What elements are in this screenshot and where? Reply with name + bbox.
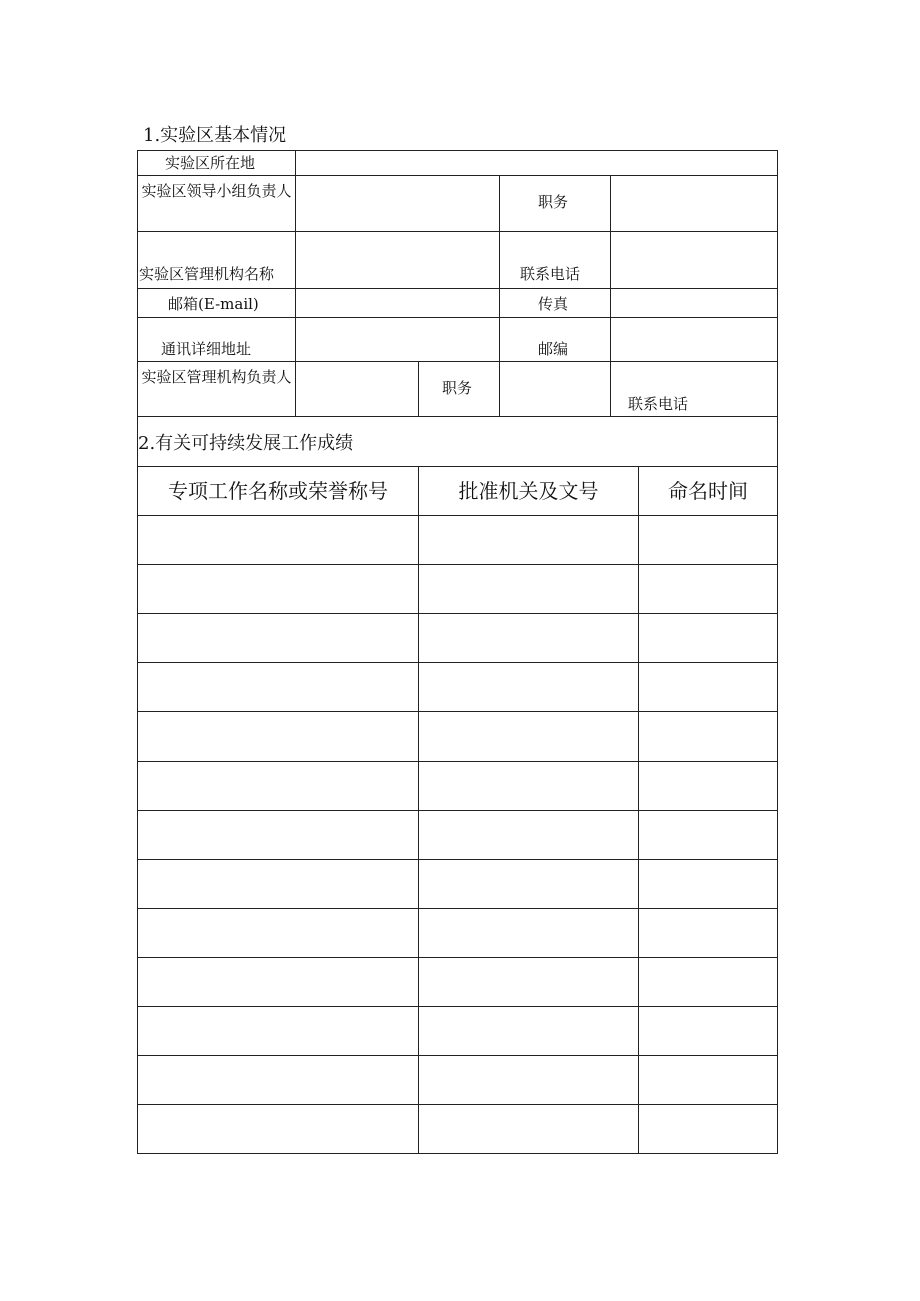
name-cell[interactable]: [138, 958, 418, 1006]
fax-label: 传真: [538, 295, 569, 313]
date-cell[interactable]: [639, 811, 777, 859]
address-field[interactable]: [296, 318, 499, 361]
org-name-field[interactable]: [296, 232, 499, 288]
authority-cell[interactable]: [419, 565, 638, 613]
authority-cell[interactable]: [419, 1056, 638, 1104]
authority-cell[interactable]: [419, 860, 638, 908]
address-label: 通讯详细地址: [161, 340, 252, 358]
date-cell[interactable]: [639, 958, 777, 1006]
postcode-label: 邮编: [538, 340, 569, 358]
authority-cell[interactable]: [419, 1105, 638, 1153]
authority-cell[interactable]: [419, 909, 638, 957]
phone-label-1: 联系电话: [520, 265, 581, 283]
authority-cell[interactable]: [419, 1007, 638, 1055]
location-field[interactable]: [296, 151, 777, 175]
date-cell[interactable]: [639, 712, 777, 761]
authority-cell[interactable]: [419, 762, 638, 810]
name-cell[interactable]: [138, 516, 418, 564]
date-cell[interactable]: [639, 1105, 777, 1153]
manager-field[interactable]: [296, 362, 418, 416]
manager-position-field[interactable]: [500, 362, 610, 416]
leader-position-field[interactable]: [611, 176, 777, 231]
authority-cell[interactable]: [419, 516, 638, 564]
authority-cell[interactable]: [419, 958, 638, 1006]
name-cell[interactable]: [138, 614, 418, 662]
name-cell[interactable]: [138, 565, 418, 613]
date-cell[interactable]: [639, 762, 777, 810]
name-cell[interactable]: [138, 1105, 418, 1153]
date-cell[interactable]: [639, 860, 777, 908]
leader-label: 实验区领导小组负责人: [141, 182, 292, 200]
date-cell[interactable]: [639, 1007, 777, 1055]
name-cell[interactable]: [138, 860, 418, 908]
authority-cell[interactable]: [419, 614, 638, 662]
name-cell[interactable]: [138, 712, 418, 761]
authority-cell[interactable]: [419, 811, 638, 859]
org-name-label: 实验区管理机构名称: [139, 265, 275, 283]
manager-label: 实验区管理机构负责人: [141, 368, 292, 386]
column-header-authority: 批准机关及文号: [458, 479, 599, 503]
name-cell[interactable]: [138, 1007, 418, 1055]
location-label: 实验区所在地: [165, 154, 256, 172]
email-field[interactable]: [296, 289, 499, 317]
column-header-date: 命名时间: [668, 479, 748, 503]
date-cell[interactable]: [639, 565, 777, 613]
authority-cell[interactable]: [419, 663, 638, 711]
column-header-name: 专项工作名称或荣誉称号: [168, 479, 388, 503]
date-cell[interactable]: [639, 909, 777, 957]
section2-title: 2.有关可持续发展工作成绩: [138, 433, 354, 454]
org-phone-field[interactable]: [611, 232, 777, 288]
postcode-field[interactable]: [611, 318, 777, 361]
name-cell[interactable]: [138, 762, 418, 810]
name-cell[interactable]: [138, 1056, 418, 1104]
date-cell[interactable]: [639, 663, 777, 711]
authority-cell[interactable]: [419, 712, 638, 761]
date-cell[interactable]: [639, 1056, 777, 1104]
name-cell[interactable]: [138, 909, 418, 957]
date-cell[interactable]: [639, 614, 777, 662]
date-cell[interactable]: [639, 516, 777, 564]
name-cell[interactable]: [138, 663, 418, 711]
email-label: 邮箱(E-mail): [168, 295, 259, 313]
name-cell[interactable]: [138, 811, 418, 859]
phone-label-2: 联系电话: [628, 395, 689, 413]
section1-title: 1.实验区基本情况: [143, 125, 287, 146]
fax-field[interactable]: [611, 289, 777, 317]
leader-field[interactable]: [296, 176, 499, 231]
position-label-1: 职务: [538, 193, 569, 211]
position-label-2: 职务: [442, 379, 473, 397]
